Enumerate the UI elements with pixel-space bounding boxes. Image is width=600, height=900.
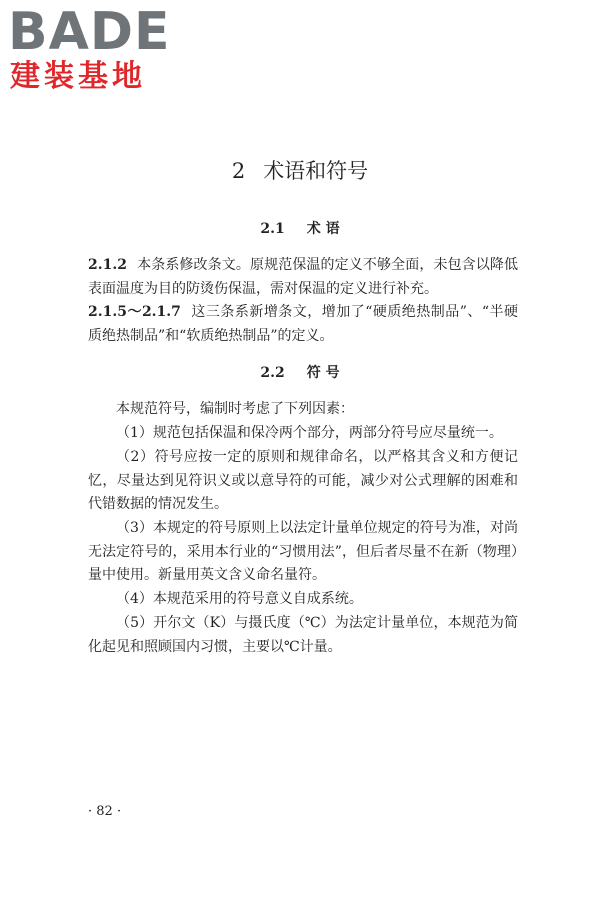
section-title: 术 语: [306, 221, 340, 237]
term-paragraph: [88, 301, 518, 348]
symbols-intro: 本规范符号，编制时考虑了下列因素：: [116, 401, 354, 417]
section-title: 符 号: [306, 365, 340, 381]
chapter-name: 术语和符号: [263, 159, 369, 183]
logo-text-en: BADE: [8, 2, 171, 62]
term-number: 2.1.2: [88, 257, 127, 273]
section-heading-symbols: [0, 362, 600, 382]
term-paragraph: [88, 254, 518, 301]
symbol-item: （4）本规范采用的符号意义自成系统。: [116, 591, 363, 607]
chapter-title: [0, 155, 600, 185]
symbol-item: （2）符号应按一定的原则和规律命名，以严格其含义和方便记忆，尽量达到见符识义或以意导符的可能，减少对公式理解的困难和代错数据的情况发生。: [88, 449, 518, 512]
term-number: 2.1.5～2.1.7: [88, 304, 181, 320]
section-number: 2.1: [260, 221, 285, 237]
section-heading-terms: [0, 218, 600, 238]
symbol-item: （1）规范包括保温和保冷两个部分，两部分符号应尽量统一。: [116, 425, 503, 441]
section-number: 2.2: [260, 365, 285, 381]
term-text: 本条系修改条文。原规范保温的定义不够全面，未包含以降低表面温度为目的防烫伤保温，需对保温的定义进行补充。: [88, 257, 518, 297]
page-number: · 82 ·: [88, 804, 122, 819]
symbol-item: （5）开尔文（K）与摄氏度（℃）为法定计量单位，本规范为简化起见和照顾国内习惯，主要以℃计量。: [88, 615, 518, 655]
term-text: 这三条系新增条文，增加了“硬质绝热制品”、“半硬质绝热制品”和“软质绝热制品”的定义。: [88, 304, 518, 344]
logo-text-cn: 建装基地: [10, 59, 146, 94]
symbol-item: （3）本规定的符号原则上以法定计量单位规定的符号为准，对尚无法定符号的，采用本行业的“习惯用法”，但后者尽量不在新（物理）量中使用。新量用英文含义命名量符。: [88, 520, 518, 583]
chapter-number: 2: [231, 159, 246, 183]
bade-logo: [8, 4, 178, 96]
